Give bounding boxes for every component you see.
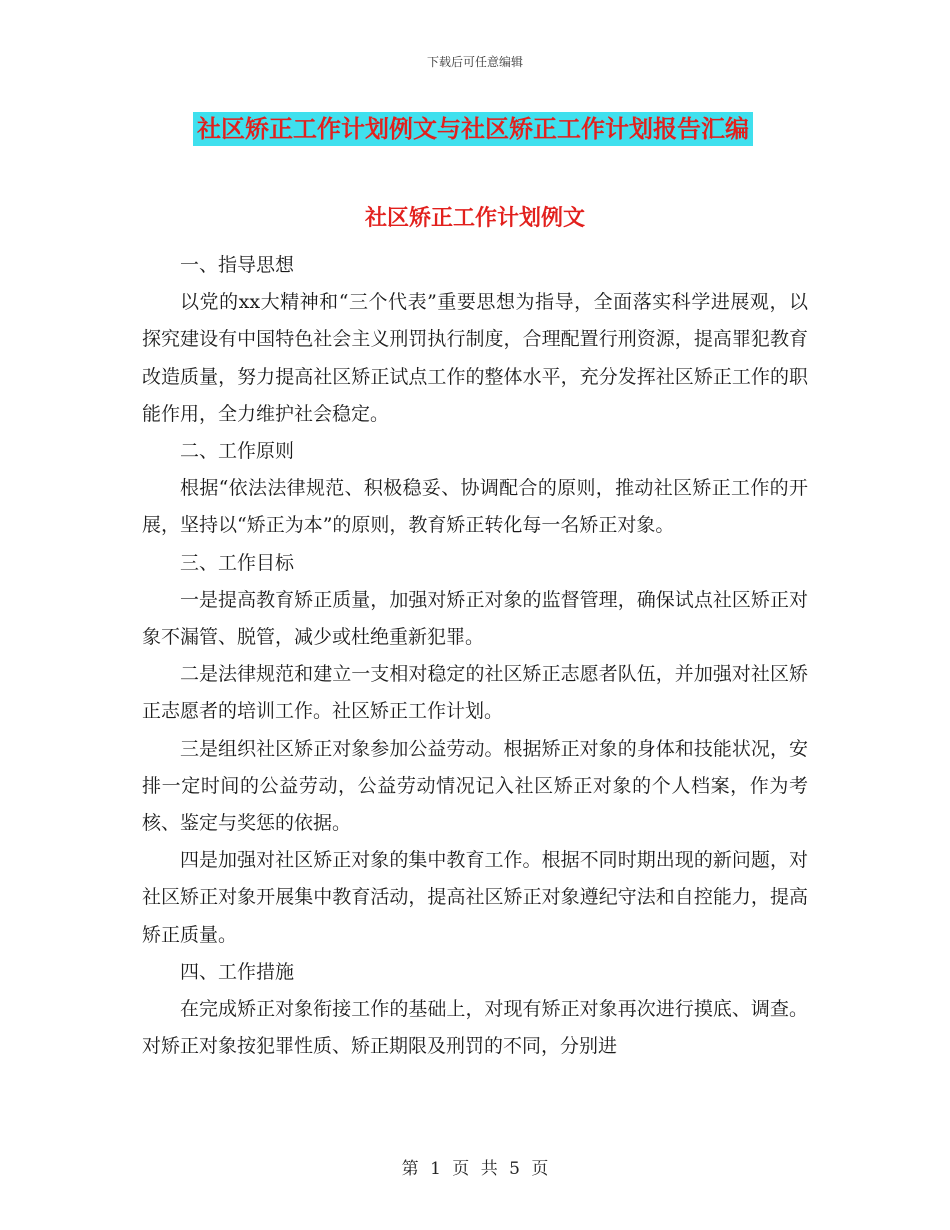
heading-work-principles: 二、工作原则 bbox=[180, 440, 295, 463]
paragraph: 二是法律规范和建立一支相对稳定的社区矫正志愿者队伍，并加强对社区矫正志愿者的培训工作。社区矫正工作计划。 bbox=[142, 663, 808, 723]
page-footer: 第 1 页 共 5 页 bbox=[401, 1159, 549, 1179]
heading-work-measures: 四、工作措施 bbox=[180, 960, 295, 983]
document-body bbox=[142, 247, 808, 1065]
paragraph: 以党的xx大精神和“三个代表”重要思想为指导，全面落实科学进展观，以探究建设有中国特色社会主义刑罚执行制度，合理配置行刑资源，提高罪犯教育改造质量，努力提高社区矫正试点工作的整体水平，充分发挥社区矫正工作的职能作用，全力维护社会稳定。 bbox=[142, 291, 808, 425]
paragraph: 四是加强对社区矫正对象的集中教育工作。根据不同时期出现的新问题，对社区矫正对象开展集中教育活动，提高社区矫正对象遵纪守法和自控能力，提高矫正质量。 bbox=[142, 849, 808, 946]
section-title: 社区矫正工作计划例文 bbox=[364, 205, 585, 231]
paragraph: 在完成矫正对象衔接工作的基础上，对现有矫正对象再次进行摸底、调查。对矫正对象按犯罪性质、矫正期限及刑罚的不同，分别进 bbox=[142, 998, 808, 1058]
heading-work-goals: 三、工作目标 bbox=[180, 551, 295, 574]
paragraph: 三是组织社区矫正对象参加公益劳动。根据矫正对象的身体和技能状况，安排一定时间的公益劳动，公益劳动情况记入社区矫正对象的个人档案，作为考核、鉴定与奖惩的依据。 bbox=[142, 737, 808, 835]
heading-guiding-ideology: 一、指导思想 bbox=[180, 254, 295, 276]
header-note: 下载后可任意编辑 bbox=[426, 55, 523, 69]
document-title: 社区矫正工作计划例文与社区矫正工作计划报告汇编 bbox=[193, 112, 753, 146]
paragraph: 根据“依法法律规范、积极稳妥、协调配合的原则，推动社区矫正工作的开展，坚持以“矫正为本”的原则，教育矫正转化每一名矫正对象。 bbox=[142, 477, 808, 537]
paragraph: 一是提高教育矫正质量，加强对矫正对象的监督管理，确保试点社区矫正对象不漏管、脱管，减少或杜绝重新犯罪。 bbox=[142, 588, 808, 649]
